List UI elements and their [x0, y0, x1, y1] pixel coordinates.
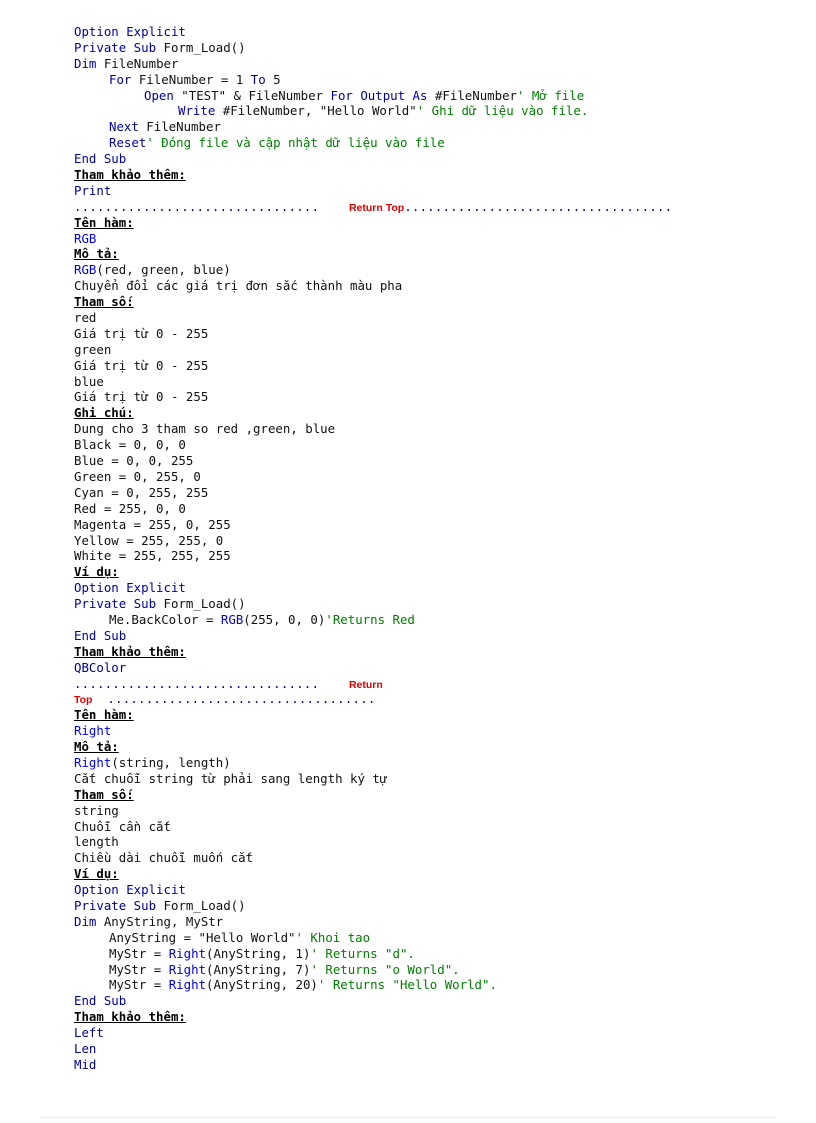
param-name	[74, 803, 794, 819]
code-text: AnyString, MyStr	[96, 913, 224, 929]
see-also-link-left[interactable]	[74, 1025, 794, 1041]
func-name-value	[74, 231, 794, 247]
note-text: Magenta = 255, 0, 255	[74, 516, 231, 532]
code-comment: ' Đóng file và cập nhật dữ liệu vào file	[146, 135, 445, 151]
dots-right: ...................................	[404, 198, 673, 214]
note-text: Green = 0, 255, 0	[74, 468, 201, 484]
param-desc-string: Chuỗi cần cắt	[74, 818, 171, 834]
note-text: Blue = 0, 0, 255	[74, 453, 194, 469]
code-line	[74, 628, 794, 644]
note-line	[74, 533, 794, 549]
syntax-func: RGB	[74, 262, 97, 278]
code-text: MyStr =	[109, 945, 169, 961]
note-line	[74, 485, 794, 501]
code-keyword: Next	[109, 119, 139, 135]
param-desc-red: Giá trị từ 0 - 255	[74, 325, 209, 341]
code-line	[74, 24, 794, 40]
note-line	[74, 469, 794, 485]
note-text: Black = 0, 0, 0	[74, 437, 186, 453]
document-body	[74, 24, 794, 1073]
param-name	[74, 342, 794, 358]
return-link[interactable]: Return	[348, 678, 383, 691]
code-text: #FileNumber	[427, 87, 518, 103]
top-link[interactable]: Top	[74, 694, 93, 707]
code-keyword: Dim	[74, 913, 97, 929]
heading-label: Ví dụ:	[74, 564, 119, 580]
code-line	[74, 56, 794, 72]
code-comment: 'Returns Red	[325, 611, 415, 627]
page-bottom-divider	[40, 1117, 776, 1118]
syntax-line	[74, 262, 794, 278]
syntax-func: Right	[74, 754, 112, 770]
code-line	[74, 72, 794, 88]
code-comment: ' Returns "Hello World".	[317, 977, 497, 993]
see-also-heading	[74, 167, 794, 183]
desc-heading	[74, 739, 794, 755]
func-name-value	[74, 723, 794, 739]
desc-value: Cắt chuỗi string từ phải sang length ký tự	[74, 770, 388, 786]
example-heading	[74, 564, 794, 580]
separator-return-top	[74, 199, 794, 215]
func-name-rgb: RGB	[74, 230, 97, 246]
code-text: MyStr =	[109, 961, 169, 977]
note-text: White = 255, 255, 255	[74, 548, 231, 564]
params-heading	[74, 294, 794, 310]
code-keyword: Private Sub	[74, 897, 157, 913]
link-left[interactable]: Left	[74, 1025, 104, 1041]
code-text: AnyString = "Hello World"	[109, 929, 296, 945]
code-text: MyStr =	[109, 977, 169, 993]
code-comment: ' Returns "o World".	[310, 961, 460, 977]
func-name-heading	[74, 707, 794, 723]
note-line	[74, 501, 794, 517]
desc-value: Chuyển đổi các giá trị đơn sắc thành màu pha	[74, 278, 403, 294]
param-desc	[74, 326, 794, 342]
code-keyword: For Output As	[330, 87, 428, 103]
code-keyword: To	[250, 71, 266, 87]
code-text: FileNumber	[138, 119, 221, 135]
code-text: Form_Load()	[156, 897, 246, 913]
code-keyword: Open	[144, 87, 174, 103]
desc-text	[74, 278, 794, 294]
note-line	[74, 453, 794, 469]
return-top-link[interactable]: Return Top	[348, 201, 405, 214]
code-keyword: End Sub	[74, 627, 127, 643]
param-name-red: red	[74, 310, 97, 326]
code-line	[74, 135, 794, 151]
code-keyword: Private Sub	[74, 596, 157, 612]
link-mid[interactable]: Mid	[74, 1056, 97, 1072]
code-comment: ' Ghi dữ liệu vào file.	[416, 103, 589, 119]
heading-label: Tham khảo thêm:	[74, 1009, 186, 1025]
heading-label: Mô tả:	[74, 739, 119, 755]
param-name-length: length	[74, 834, 119, 850]
code-text: FileNumber = 1	[131, 71, 251, 87]
note-text: Red = 255, 0, 0	[74, 500, 186, 516]
code-text: "TEST" & FileNumber	[173, 87, 331, 103]
separator-top	[74, 691, 794, 707]
code-text: FileNumber	[96, 55, 179, 71]
heading-label: Tên hàm:	[74, 707, 134, 723]
see-also-link-mid[interactable]	[74, 1057, 794, 1073]
note-text: Dung cho 3 tham so red ,green, blue	[74, 421, 336, 437]
link-print[interactable]: Print	[74, 182, 112, 198]
see-also-heading	[74, 1009, 794, 1025]
code-function: Right	[168, 945, 206, 961]
note-line	[74, 548, 794, 564]
heading-label: Tên hàm:	[74, 214, 134, 230]
code-line	[74, 946, 794, 962]
desc-heading	[74, 246, 794, 262]
see-also-link-qbcolor[interactable]	[74, 660, 794, 676]
code-line	[74, 151, 794, 167]
heading-label: Ví dụ:	[74, 866, 119, 882]
func-name-right: Right	[74, 723, 112, 739]
code-comment: ' Khoi tao	[295, 929, 371, 945]
heading-label: Tham số:	[74, 786, 134, 802]
code-text: Form_Load()	[156, 596, 246, 612]
code-line	[74, 898, 794, 914]
code-line	[74, 993, 794, 1009]
code-line	[74, 977, 794, 993]
link-len[interactable]: Len	[74, 1041, 97, 1056]
code-line	[74, 103, 794, 119]
param-name-blue: blue	[74, 373, 104, 389]
code-text: (AnyString, 7)	[206, 961, 311, 977]
code-line	[74, 930, 794, 946]
param-desc	[74, 358, 794, 374]
code-keyword: For	[109, 71, 132, 87]
code-line	[74, 596, 794, 612]
see-also-link-print[interactable]	[74, 183, 794, 199]
see-also-heading	[74, 644, 794, 660]
dots-short: ...................................	[107, 691, 376, 707]
syntax-args: (string, length)	[111, 754, 231, 770]
heading-label: Mô tả:	[74, 246, 119, 262]
code-function: Right	[168, 977, 206, 993]
param-desc	[74, 850, 794, 866]
params-heading	[74, 787, 794, 803]
code-keyword: Option Explicit	[74, 882, 186, 898]
note-heading	[74, 405, 794, 421]
code-keyword: Dim	[74, 55, 97, 71]
code-text: Me.BackColor =	[109, 611, 221, 627]
dots-left: ................................	[74, 198, 320, 214]
code-line	[74, 88, 794, 104]
func-name-heading	[74, 215, 794, 231]
dots-left: ................................	[74, 675, 320, 691]
param-name-green: green	[74, 341, 112, 357]
param-name	[74, 310, 794, 326]
code-text: Form_Load()	[156, 39, 246, 55]
code-comment: ' Mở file	[517, 87, 585, 103]
note-text: Cyan = 0, 255, 255	[74, 484, 209, 500]
code-line	[74, 962, 794, 978]
code-line	[74, 612, 794, 628]
param-desc-blue: Giá trị từ 0 - 255	[74, 389, 209, 405]
param-name	[74, 834, 794, 850]
link-qbcolor[interactable]: QBColor	[74, 659, 127, 675]
code-text: (255, 0, 0)	[243, 611, 326, 627]
param-desc-length: Chiều dài chuỗi muốn cắt	[74, 850, 254, 866]
example-heading	[74, 866, 794, 882]
syntax-line	[74, 755, 794, 771]
heading-label: Tham khảo thêm:	[74, 167, 186, 183]
code-keyword: Write	[178, 103, 216, 119]
note-line	[74, 437, 794, 453]
param-desc	[74, 389, 794, 405]
code-keyword: Option Explicit	[74, 580, 186, 596]
heading-label: Tham khảo thêm:	[74, 643, 186, 659]
param-desc	[74, 819, 794, 835]
param-name-string: string	[74, 802, 119, 818]
heading-label: Ghi chú:	[74, 405, 134, 421]
param-desc-green: Giá trị từ 0 - 255	[74, 357, 209, 373]
code-line	[74, 914, 794, 930]
code-text: (AnyString, 20)	[206, 977, 318, 993]
code-function: RGB	[220, 611, 244, 627]
note-line	[74, 421, 794, 437]
code-text: (AnyString, 1)	[206, 945, 311, 961]
code-comment: ' Returns "d".	[310, 945, 415, 961]
code-line	[74, 882, 794, 898]
code-keyword: Reset	[109, 135, 147, 151]
code-function: Right	[168, 961, 206, 977]
see-also-link-len[interactable]	[74, 1041, 794, 1057]
code-line	[74, 40, 794, 56]
code-keyword: End Sub	[74, 151, 127, 167]
note-text: Yellow = 255, 255, 0	[74, 532, 224, 548]
code-keyword: Private Sub	[74, 39, 157, 55]
code-line	[74, 119, 794, 135]
separator-return	[74, 676, 794, 692]
heading-label: Tham số:	[74, 294, 134, 310]
code-keyword: End Sub	[74, 993, 127, 1009]
syntax-args: (red, green, blue)	[96, 262, 231, 278]
note-line	[74, 517, 794, 533]
code-text: #FileNumber, "Hello World"	[215, 103, 417, 119]
param-name	[74, 374, 794, 390]
code-keyword: Option Explicit	[74, 24, 186, 39]
desc-text	[74, 771, 794, 787]
code-line	[74, 580, 794, 596]
code-text: 5	[265, 71, 281, 87]
